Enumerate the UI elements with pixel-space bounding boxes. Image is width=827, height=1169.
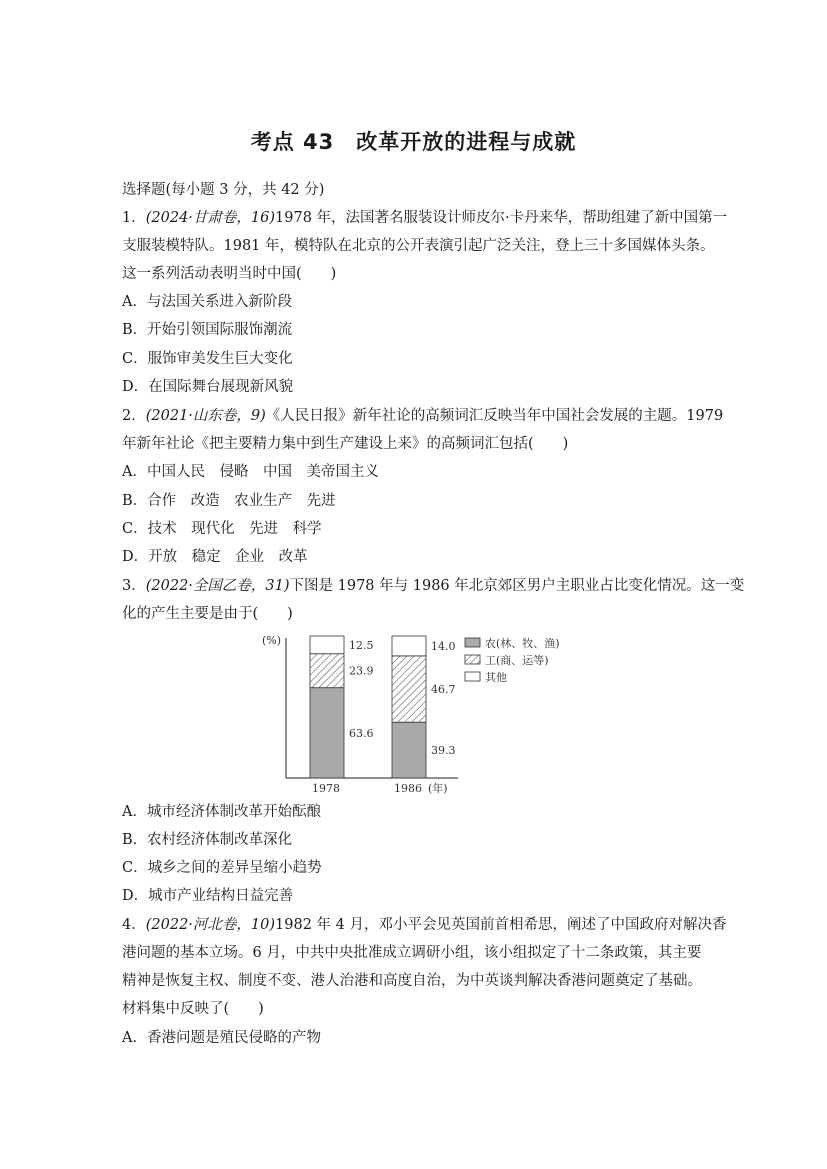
question-number: 3． bbox=[122, 578, 146, 594]
question-number: 2． bbox=[122, 408, 146, 424]
option-a: A．城市经济体制改革开始酝酿 bbox=[122, 804, 321, 820]
question-text: 下图是 1978 年与 1986 年北京郊区男户主职业占比变化情况。这一变 bbox=[289, 578, 745, 594]
legend-swatch-1 bbox=[465, 655, 480, 664]
option-d: D．城市产业结构日益完善 bbox=[122, 888, 294, 904]
section-heading: 选择题(每小题 3 分，共 42 分) bbox=[122, 182, 325, 198]
x-tick-label-1986: 1986 bbox=[394, 782, 422, 795]
option-b: B．开始引领国际服饰潮流 bbox=[122, 322, 293, 338]
question-source: (2024·甘肃卷，16) bbox=[145, 210, 276, 226]
data-label-1986-series-1: 46.7 bbox=[431, 683, 456, 697]
chart-svg bbox=[258, 628, 578, 798]
question-source: (2022·河北卷，10) bbox=[145, 917, 276, 933]
data-label-1986-series-2: 14.0 bbox=[431, 639, 456, 653]
option-a: A．与法国关系进入新阶段 bbox=[122, 294, 292, 310]
data-label-1986-series-0: 39.3 bbox=[431, 744, 456, 758]
option-a: A．香港问题是殖民侵略的产物 bbox=[122, 1030, 321, 1046]
bar-1978-series-0 bbox=[310, 688, 344, 778]
x-axis-label: (年) bbox=[428, 782, 448, 795]
question-4-line-1 bbox=[122, 915, 726, 935]
data-label-1978-series-2: 12.5 bbox=[349, 638, 374, 652]
option-c: C．技术 现代化 先进 科学 bbox=[122, 521, 322, 537]
question-4-line-3: 精神是恢复主权、制度不变、港人治港和高度自治，为中英谈判解决香港问题奠定了基础。 bbox=[122, 973, 702, 989]
option-c: C．城乡之间的差异呈缩小趋势 bbox=[122, 860, 322, 876]
question-number: 4． bbox=[122, 917, 146, 933]
option-b: B．农村经济体制改革深化 bbox=[122, 832, 293, 848]
question-source: (2021·山东卷，9) bbox=[145, 408, 266, 424]
question-3-line-2: 化的产生主要是由于( ) bbox=[122, 606, 293, 622]
question-4-line-4: 材料集中反映了( ) bbox=[122, 1001, 264, 1017]
bar-1986-series-1 bbox=[392, 656, 426, 722]
question-source: (2022·全国乙卷，31) bbox=[145, 578, 290, 594]
legend-swatch-2 bbox=[465, 672, 480, 681]
option-b: B．合作 改造 农业生产 先进 bbox=[122, 493, 336, 509]
question-4-line-2: 港问题的基本立场。6 月，中共中央批准成立调研小组，该小组拟定了十二条政策，其主要 bbox=[122, 945, 702, 961]
data-label-1978-series-0: 63.6 bbox=[349, 726, 374, 740]
option-c: C．服饰审美发生巨大变化 bbox=[122, 351, 293, 367]
question-text: 1978 年，法国著名服装设计师皮尔·卡丹来华，帮助组建了新中国第一 bbox=[275, 210, 728, 226]
data-label-1978-series-1: 23.9 bbox=[349, 664, 374, 678]
question-1-line-2: 支服装模特队。1981 年，模特队在北京的公开表演引起广泛关注，登上三十多国媒体头条。 bbox=[122, 238, 715, 254]
option-a: A．中国人民 侵略 中国 美帝国主义 bbox=[122, 464, 379, 480]
bar-1986-series-2 bbox=[392, 636, 426, 656]
option-d: D．在国际舞台展现新风貌 bbox=[122, 379, 294, 395]
y-axis-label: (%) bbox=[262, 634, 282, 647]
question-1-line-1 bbox=[122, 208, 727, 228]
page-title: 考点 43 改革开放的进程与成就 bbox=[250, 130, 577, 154]
bar-1978-series-1 bbox=[310, 654, 344, 688]
question-text: 《人民日报》新年社论的高频词汇反映当年中国社会发展的主题。1979 bbox=[265, 408, 724, 424]
legend-swatch-0 bbox=[465, 638, 480, 647]
legend-label-1: 工(商、运等) bbox=[485, 654, 549, 667]
question-text: 1982 年 4 月，邓小平会见英国前首相希思，阐述了中国政府对解决香 bbox=[275, 917, 727, 933]
question-1-line-3: 这一系列活动表明当时中国( ) bbox=[122, 266, 337, 282]
bar-1978-series-2 bbox=[310, 636, 344, 654]
question-3-line-1 bbox=[122, 576, 744, 596]
option-d: D．开放 稳定 企业 改革 bbox=[122, 549, 308, 565]
legend-label-0: 农(林、牧、渔) bbox=[485, 637, 560, 650]
bar-1986-series-0 bbox=[392, 722, 426, 778]
question-number: 1． bbox=[122, 210, 146, 226]
question-2-line-2: 年新年社论《把主要精力集中到生产建设上来》的高频词汇包括( ) bbox=[122, 436, 569, 452]
legend-label-2: 其他 bbox=[485, 671, 507, 684]
x-tick-label-1978: 1978 bbox=[312, 782, 340, 795]
question-2-line-1 bbox=[122, 406, 723, 426]
occupation-chart bbox=[258, 628, 578, 798]
